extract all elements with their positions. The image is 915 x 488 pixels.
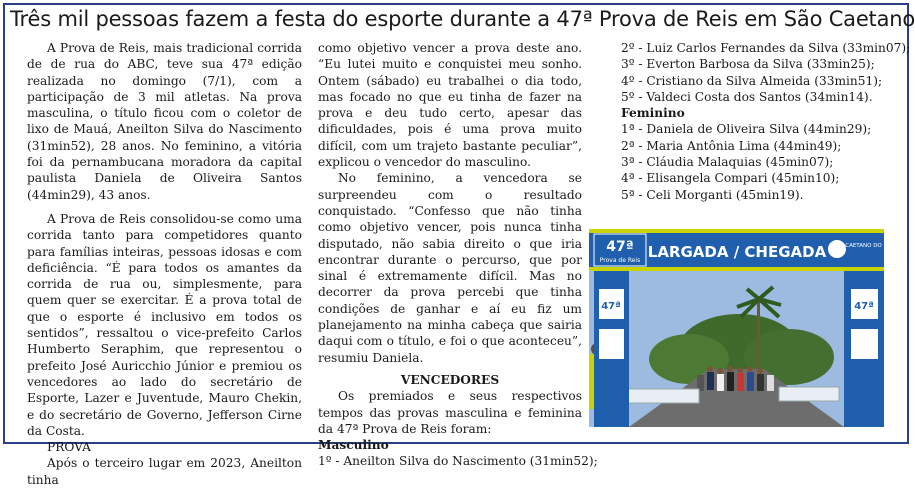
male-result-5: 5º - Valdeci Costa dos Santos (34min14). (621, 89, 873, 104)
paragraph-intro: A Prova de Reis, mais tradicional corrida de de rua do ABC, teve sua 47ª edição realizada no domingo (7/1), com a participação de 3 mil atletas. Na prova masculina, o título ficou com o coletor de lixo de Mauá, Aneilton Silva do Nascimento (31min52), 28 anos. No feminino, a vitória foi da pernambucana moradora da capital paulista Daniela de Oliveira Santos (44min29), 43 anos. (27, 41, 302, 202)
section-label-prova: PROVA (47, 440, 91, 455)
male-result-2: 2º - Luiz Carlos Fernandes da Silva (33min07); (621, 41, 911, 55)
article-column-2 (318, 40, 598, 470)
female-result-5: 5ª - Celi Morganti (45min19). (621, 187, 804, 202)
male-result-4: 4º - Cristiano da Silva Almeida (33min51); (621, 73, 883, 88)
pillar-logo-right: 47ª (854, 301, 874, 312)
barrier-right (779, 387, 839, 401)
female-result-2: 2ª - Maria Antônia Lima (44min49); (621, 138, 842, 153)
race-photo-illustration (589, 229, 895, 427)
paragraph-inclusion: A Prova de Reis consolidou-se como uma corrida tanto para competidores quanto para famílias inteiras, pessoas idosas e com deficiência. “É para todos os amantes da corrida de rua ou, simplesmente, para quem quer se exercitar. É a prova total de que o esporte é inclusivo em todos os sentidos”, ressaltou o vice-prefeito Carlos Humberto Seraphim, que representou o prefeito José Auricchio Júnior e premiou os vencedores ao lado do secretário de Esporte, Lazer e Juventude, Mauro Chekin, e do secretário de Governo, Jefferson Cirne da Costa. (27, 211, 302, 438)
banner-text: LARGADA / CHEGADA (647, 243, 827, 261)
female-header: Feminino (621, 106, 685, 121)
city-text: SÃO CAETANO DO SUL (831, 243, 895, 249)
headline: Três mil pessoas fazem a festa do esporte durante a 47ª Prova de Reis em São Caetano (10, 7, 915, 31)
paragraph-female-winner: No feminino, a vencedora se surpreendeu com o resultado conquistado. “Confesso que não tinha como objetivo vencer, pois nunca tinha disputado, não sabia direito o que iria encontrar durante o percurso, que por sinal é extremamente difícil. Mas no decorrer da prova percebi que tinha condições de ganhar e aí eu fiz um planejamento na minha cabeça que sairia daqui com o título, e foi o que aconteceu”, resumiu Daniela. (318, 171, 582, 365)
results-column (621, 40, 911, 203)
palm-tree (757, 299, 760, 374)
female-result-4: 4ª - Elisangela Compari (45min10); (621, 171, 840, 186)
male-header: Masculino (318, 438, 389, 453)
paragraph-prova: Após o terceiro lugar em 2023, Aneilton tinha (27, 456, 302, 487)
winners-header: VENCEDORES (400, 372, 500, 387)
pillar-logo-left: 47ª (601, 301, 621, 312)
banner-logo-sub: Prova de Reis (599, 257, 641, 264)
male-result-3: 3º - Everton Barbosa da Silva (33min25); (621, 57, 875, 72)
paragraph-winner-quote: como objetivo vencer a prova deste ano. “Eu lutei muito e conquistei meu sonho. Ontem (sábado) eu trabalhei o dia todo, mas focado no que eu tinha de fazer na prova e deu tudo certo, apesar das dificuldades, pois é uma prova muito difícil, com um trajeto bastante peculiar”, explicou o vencedor do masculino. (318, 41, 582, 170)
article-column-1 (27, 40, 302, 488)
female-result-1: 1ª - Daniela de Oliveira Silva (44min29); (621, 122, 872, 137)
paragraph-winners-intro: Os premiados e seus respectivos tempos das provas masculina e feminina da 47ª Prova de Reis foram: (318, 389, 582, 436)
race-photo (589, 229, 895, 427)
banner-logo: 47ª (606, 239, 634, 255)
female-result-3: 3ª - Cláudia Malaquias (45min07); (621, 155, 834, 170)
male-result-1: 1º - Aneilton Silva do Nascimento (31min52); (318, 454, 598, 469)
